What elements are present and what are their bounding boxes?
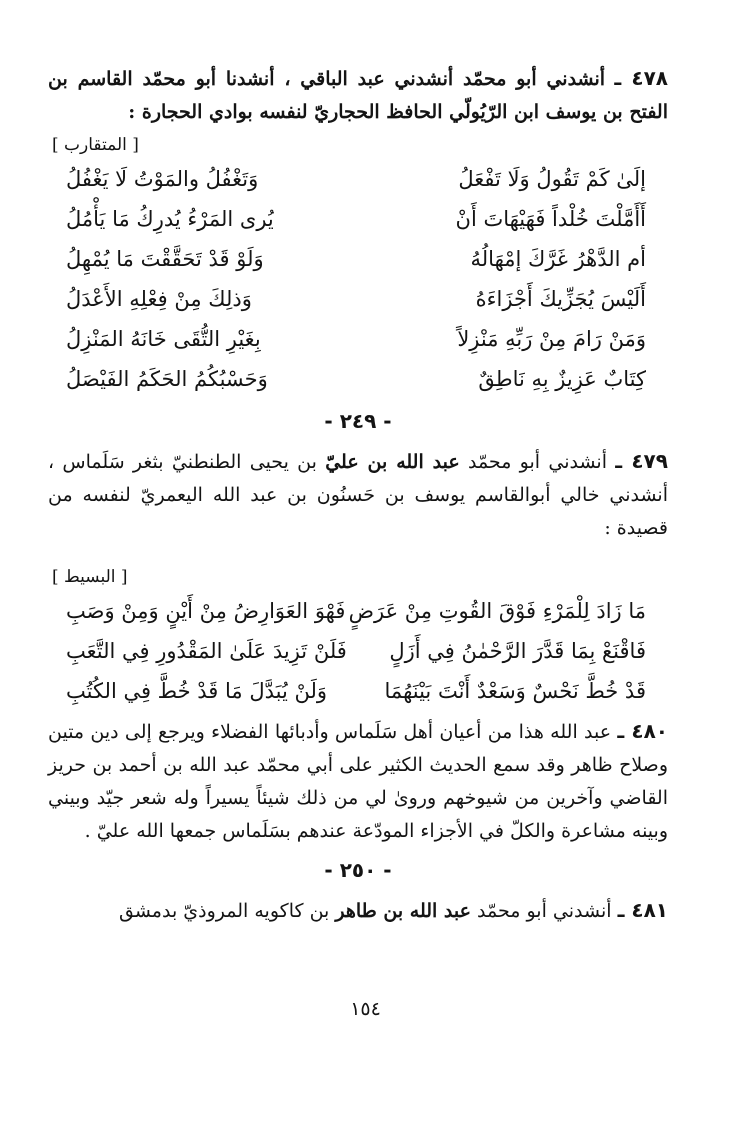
entry-text-b: بن يحيى الطنطنيّ بثغر سَلَماس ، أنشدني خالي أبوالقاسم يوسف بن حَسنُون بن عبد الله اليعمريّ لنفسه من قصيدة : — [48, 451, 668, 539]
hemistich-second: وَحَسْبُكُمُ الحَكَمُ الفَيْصَلُ — [66, 367, 268, 391]
hemistich-first: أَلَيْسَ يُجَزِّيكَ أَجْزَاءَهُ — [475, 287, 646, 311]
hemistich-first: فَاقْنَعْ بِمَا قَدَّرَ الرَّحْمٰنُ فِي أَزَلٍ — [389, 639, 646, 663]
meter-label: [ البسيط ] — [52, 567, 128, 587]
verse-row — [48, 239, 668, 279]
verse-row — [48, 279, 668, 319]
entry-text-a: أنشدني أبو محمّد — [477, 900, 612, 922]
entry-number: ٤٧٨ ـ — [614, 66, 668, 90]
verse-row — [48, 319, 668, 359]
hemistich-second: وَلَوْ قَدْ تَحَقَّقْتَ مَا يُمْهِلُ — [66, 247, 264, 271]
hemistich-second: وَتَغْفُلُ والمَوْتُ لَا يَغْفُلُ — [66, 167, 259, 191]
hemistich-first: كِتَابٌ عَزِيزٌ بِهِ نَاطِقٌ — [478, 367, 646, 391]
page-number: ١٥٤ — [350, 998, 381, 1020]
verse-row — [48, 671, 668, 711]
hemistich-first: أَأَمَّلْتَ خُلْداً فَهَيْهَاتَ أَنْ — [455, 207, 646, 231]
hemistich-second: وَذلِكَ مِنْ فِعْلِهِ الأَعْدَلُ — [66, 287, 252, 311]
entry-number: ٤٨١ ـ — [617, 898, 668, 922]
hemistich-second: بِغَيْرِ التُّقَى خَانَهُ المَنْزِلُ — [66, 327, 261, 351]
meter-label: [ المتقارب ] — [52, 135, 139, 155]
entry-481 — [48, 894, 668, 928]
entry-479 — [48, 445, 668, 545]
section-separator: - ٢٥٠ - — [324, 858, 392, 882]
verse-row — [48, 359, 668, 399]
hemistich-first: إلَىٰ كَمْ تَقُولُ وَلَا تَفْعَلُ — [458, 167, 646, 191]
verse-row — [48, 591, 668, 631]
hemistich-first: قَدْ خُطَّ نَحْسٌ وَسَعْدٌ أَنْتَ بَيْنَهُمَا — [384, 679, 646, 703]
entry-text: عبد الله هذا من أعيان أهل سَلَماس وأدبائها الفضلاء ويرجع إلى دين متين وصلاح ظاهر وقد سمع الحديث الكثير على أبي محمّد عبد الله بن أحمد بن حريز القاضي وآخرين من شيوخهم وروىٰ لي من ذلك شيئاً يسيراً وله شعر جيّد وبيني وبينه مشاعرة والكلّ في الأجزاء المودّعة عندهم بسَلَماس جمعها الله عليّ . — [48, 721, 668, 842]
hemistich-first: وَمَنْ رَامَ مِنْ رَبِّهِ مَنْزِلاً — [457, 327, 646, 351]
person-name: عبد الله بن طاهر — [335, 900, 471, 922]
page-body — [48, 62, 668, 928]
hemistich-second: وَلَنْ يُبَدَّلَ مَا قَدْ خُطَّ فِي الكُتُبِ — [66, 679, 327, 703]
person-name: عبد الله بن عليّ — [325, 451, 460, 473]
entry-478 — [48, 62, 668, 129]
verses-478 — [48, 159, 668, 399]
section-separator: - ٢٤٩ - — [324, 409, 392, 433]
entry-number: ٤٨٠ ـ — [617, 719, 668, 743]
hemistich-first: أم الدَّهْرُ غَرَّكَ إمْهَالُهُ — [470, 247, 646, 271]
verses-479 — [48, 591, 668, 711]
entry-text-b: بن كاكويه المروذيّ بدمشق — [119, 900, 330, 922]
hemistich-second: يُرى المَرْءُ يُدرِكُ مَا يَأْمُلُ — [66, 207, 274, 231]
verse-row — [48, 631, 668, 671]
hemistich-second: فَهْوَ العَوَارِضُ مِنْ أَيْنٍ وَمِنْ وَصَبِ — [66, 599, 346, 623]
hemistich-first: مَا زَادَ لِلْمَرْءِ فَوْقَ القُوتِ مِنْ عَرَضٍ — [348, 599, 646, 623]
verse-row — [48, 199, 668, 239]
hemistich-second: فَلَنْ تَزِيدَ عَلَىٰ المَقْدُورِ فِي التَّعَبِ — [66, 639, 347, 663]
entry-text: أنشدني أبو محمّد أنشدني عبد الباقي ، أنشدنا أبو محمّد القاسم بن الفتح بن يوسف ابن الرّيُولّي الحافظ الحجاريّ لنفسه بوادي الحجارة : — [48, 68, 668, 123]
verse-row — [48, 159, 668, 199]
entry-number: ٤٧٩ ـ — [615, 449, 668, 473]
entry-480 — [48, 715, 668, 848]
entry-text-a: أنشدني أبو محمّد — [467, 451, 607, 473]
